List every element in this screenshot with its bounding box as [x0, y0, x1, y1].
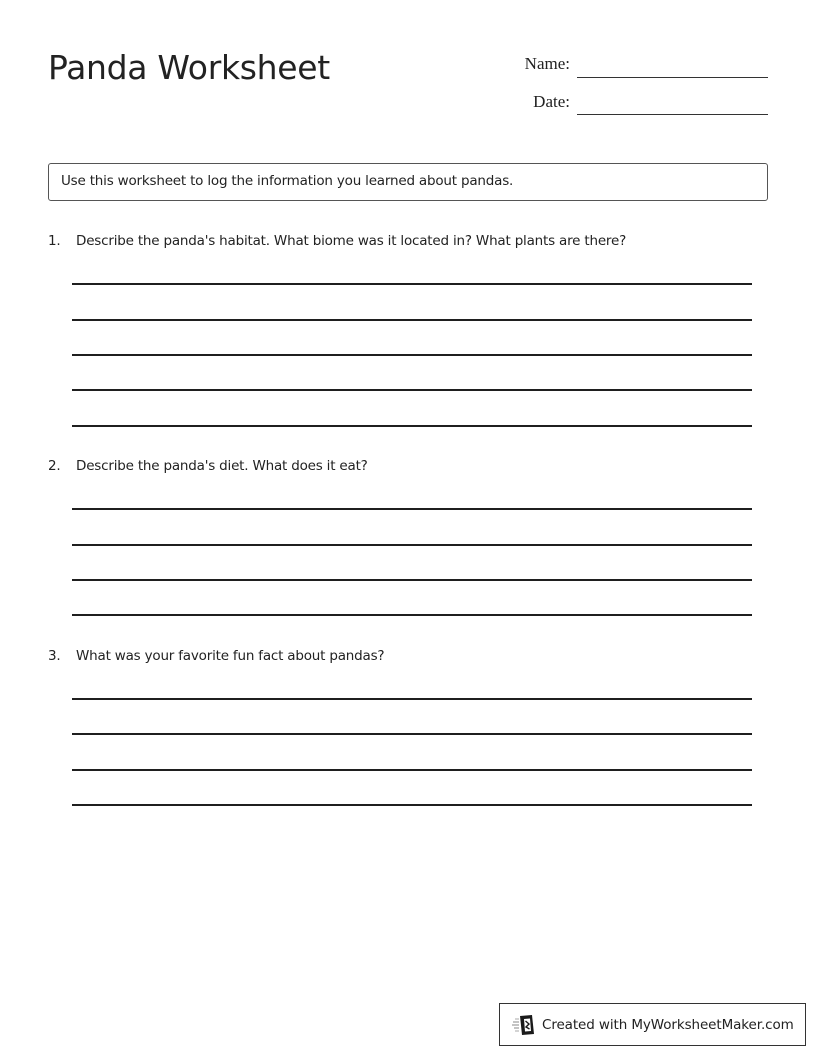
- name-label: Name:: [524, 54, 570, 73]
- question-number: 1.: [48, 233, 61, 249]
- answer-line-q1-2[interactable]: [72, 319, 752, 321]
- question-text: What was your favorite fun fact about pandas?: [76, 648, 385, 664]
- answer-line-q2-3[interactable]: [72, 579, 752, 581]
- answer-line-q3-2[interactable]: [72, 733, 752, 735]
- answer-line-q2-4[interactable]: [72, 614, 752, 616]
- answer-line-q1-4[interactable]: [72, 389, 752, 391]
- answer-line-q1-3[interactable]: [72, 354, 752, 356]
- answer-line-q1-5[interactable]: [72, 425, 752, 427]
- question-2: [48, 457, 368, 475]
- answer-line-q2-1[interactable]: [72, 508, 752, 510]
- page-title: Panda Worksheet: [48, 48, 330, 87]
- answer-line-q3-3[interactable]: [72, 769, 752, 771]
- question-number: 3.: [48, 648, 61, 664]
- instructions-box: [48, 163, 768, 201]
- footer-badge[interactable]: [499, 1003, 806, 1046]
- answer-line-q3-4[interactable]: [72, 804, 752, 806]
- answer-line-q1-1[interactable]: [72, 283, 752, 285]
- question-1: [48, 232, 626, 250]
- question-number: 2.: [48, 458, 61, 474]
- answer-line-q3-1[interactable]: [72, 698, 752, 700]
- question-text: Describe the panda's diet. What does it eat?: [76, 458, 368, 474]
- footer-text: Created with MyWorksheetMaker.com: [542, 1016, 794, 1033]
- date-field[interactable]: [577, 114, 768, 115]
- name-field[interactable]: [577, 77, 768, 78]
- question-3: [48, 647, 384, 665]
- question-text: Describe the panda's habitat. What biome was it located in? What plants are there?: [76, 233, 627, 249]
- worksheet-maker-logo-icon: [512, 1014, 536, 1036]
- instructions-text: Use this worksheet to log the information you learned about pandas.: [61, 173, 514, 189]
- date-label: Date:: [533, 92, 570, 111]
- answer-line-q2-2[interactable]: [72, 544, 752, 546]
